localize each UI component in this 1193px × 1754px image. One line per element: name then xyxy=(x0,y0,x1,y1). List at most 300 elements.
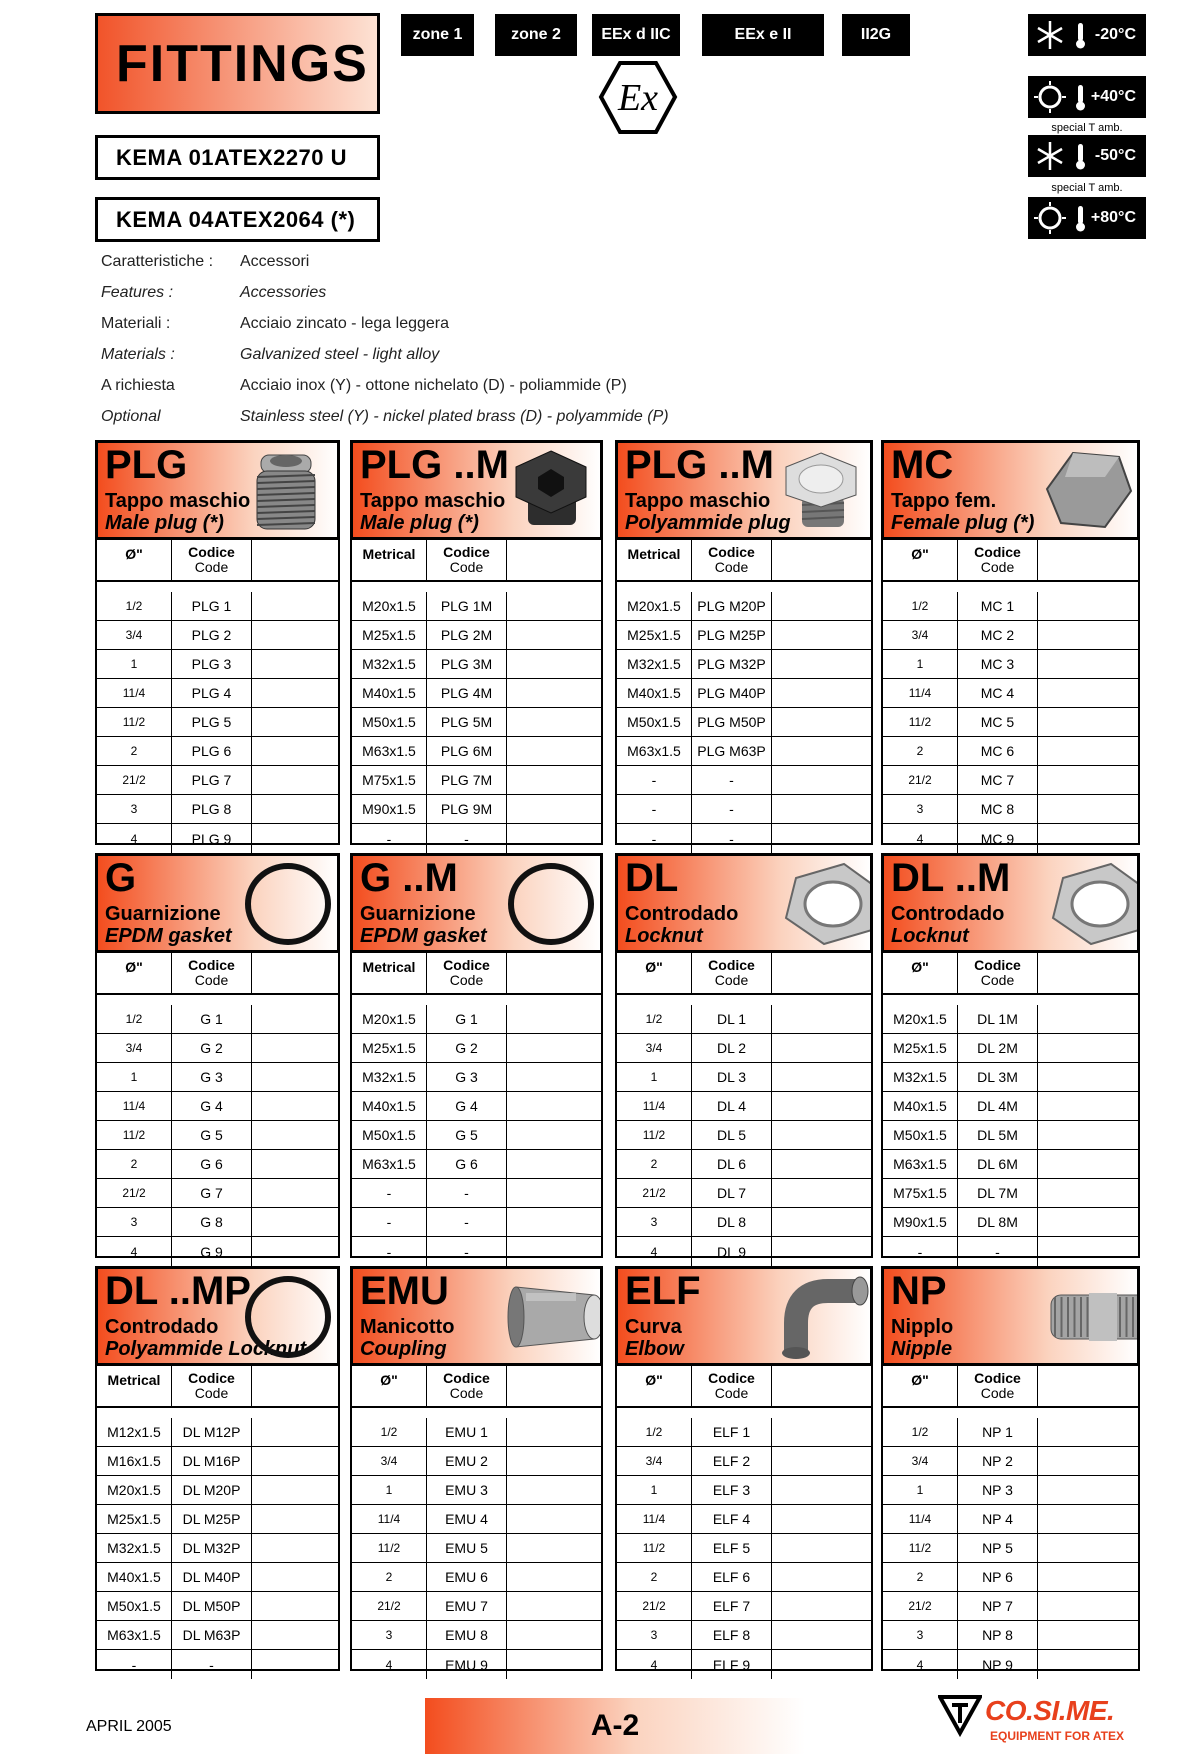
size-cell: 2 xyxy=(97,1150,172,1178)
code-cell: DL 6 xyxy=(692,1150,772,1178)
size-cell: 1 xyxy=(352,1476,427,1504)
temp-note: special T amb. xyxy=(1051,122,1123,134)
code-cell: DL 7 xyxy=(692,1179,772,1207)
table-row xyxy=(617,1418,871,1447)
product-name-it: Controdado xyxy=(625,903,739,925)
temp-badge xyxy=(1028,76,1146,118)
size-header: Metrical xyxy=(97,1366,172,1406)
size-cell: 3/4 xyxy=(97,1034,172,1062)
table-row xyxy=(352,679,601,708)
size-cell: 4 xyxy=(883,1650,958,1679)
zone-badge: zone 2 xyxy=(495,14,577,56)
feature-label: Materiali : xyxy=(101,315,171,332)
size-cell: 1/2 xyxy=(617,1005,692,1033)
size-cell: - xyxy=(883,1237,958,1266)
size-cell: M20x1.5 xyxy=(352,1005,427,1033)
code-label: Code xyxy=(980,972,1015,988)
table-row xyxy=(617,1208,871,1237)
codice-label: Codice xyxy=(443,544,490,560)
temp-label: -50°C xyxy=(1094,147,1136,164)
product-card xyxy=(881,1266,1140,1671)
code-cell: PLG 2 xyxy=(172,621,252,649)
code-cell: G 2 xyxy=(427,1034,507,1062)
size-cell: 21/2 xyxy=(883,766,958,794)
size-cell: 1/2 xyxy=(883,1418,958,1446)
product-header xyxy=(350,1266,603,1366)
code-cell: G 1 xyxy=(427,1005,507,1033)
table-row xyxy=(883,1179,1138,1208)
table-row xyxy=(97,1034,338,1063)
product-name-en: Male plug (*) xyxy=(105,512,224,534)
page-title: FITTINGS xyxy=(116,35,369,93)
table-row xyxy=(97,1592,338,1621)
size-cell: M63x1.5 xyxy=(883,1150,958,1178)
product-code: DL ..MP xyxy=(105,1269,251,1313)
product-image-icon xyxy=(776,447,866,535)
size-cell: M50x1.5 xyxy=(97,1592,172,1620)
table-row xyxy=(617,1034,871,1063)
table-row xyxy=(97,1447,338,1476)
size-cell: 1/2 xyxy=(617,1418,692,1446)
code-cell: PLG 3 xyxy=(172,650,252,678)
table-row xyxy=(883,1121,1138,1150)
code-cell: PLG 2M xyxy=(427,621,507,649)
product-code: PLG ..M xyxy=(360,443,509,487)
code-header xyxy=(427,953,507,993)
product-name-it: Curva xyxy=(625,1316,682,1338)
size-cell: 2 xyxy=(97,737,172,765)
code-cell: DL M12P xyxy=(172,1418,252,1446)
temp-badge xyxy=(1028,197,1146,239)
size-header: Ø" xyxy=(883,540,958,580)
size-cell: M50x1.5 xyxy=(617,708,692,736)
size-cell: 3 xyxy=(97,1208,172,1236)
product-code: MC xyxy=(891,443,954,487)
size-cell: - xyxy=(617,795,692,823)
code-cell: PLG M25P xyxy=(692,621,772,649)
product-name-it: Guarnizione xyxy=(360,903,476,925)
table-row xyxy=(883,1505,1138,1534)
code-header xyxy=(427,540,507,580)
size-cell: 4 xyxy=(97,1237,172,1266)
code-label: Code xyxy=(714,1385,749,1401)
code-cell: NP 6 xyxy=(958,1563,1038,1591)
table-row xyxy=(352,1150,601,1179)
table-row xyxy=(352,1650,601,1679)
table-row xyxy=(97,1534,338,1563)
size-cell: 4 xyxy=(97,824,172,853)
code-cell: DL 5 xyxy=(692,1121,772,1149)
size-cell: 3 xyxy=(617,1208,692,1236)
table-row xyxy=(617,1476,871,1505)
code-cell: PLG 5M xyxy=(427,708,507,736)
temp-label: +80°C xyxy=(1090,209,1136,226)
table-row xyxy=(97,1621,338,1650)
product-name-it: Guarnizione xyxy=(105,903,221,925)
table-row xyxy=(883,650,1138,679)
product-table xyxy=(881,953,1140,1258)
size-cell: 3 xyxy=(352,1621,427,1649)
size-cell: 21/2 xyxy=(617,1179,692,1207)
product-header xyxy=(350,440,603,540)
zone-badge: zone 1 xyxy=(401,14,474,56)
table-row xyxy=(352,708,601,737)
size-cell: 11/2 xyxy=(97,708,172,736)
size-cell: M20x1.5 xyxy=(617,592,692,620)
size-cell: 4 xyxy=(883,824,958,853)
table-row xyxy=(97,650,338,679)
product-code: PLG xyxy=(105,443,188,487)
table-row xyxy=(352,1534,601,1563)
code-cell: DL 8 xyxy=(692,1208,772,1236)
table-row xyxy=(617,1063,871,1092)
table-row xyxy=(352,592,601,621)
code-cell: MC 8 xyxy=(958,795,1038,823)
size-cell: M32x1.5 xyxy=(883,1063,958,1091)
table-row xyxy=(97,1476,338,1505)
code-cell: PLG 9 xyxy=(172,824,252,853)
table-row xyxy=(97,621,338,650)
code-cell: DL 3 xyxy=(692,1063,772,1091)
table-row xyxy=(97,1150,338,1179)
size-cell: M32x1.5 xyxy=(617,650,692,678)
codice-label: Codice xyxy=(188,544,235,560)
table-row xyxy=(883,1237,1138,1266)
product-name-en: Coupling xyxy=(360,1338,447,1360)
size-cell: 4 xyxy=(617,1237,692,1266)
code-cell: NP 9 xyxy=(958,1650,1038,1679)
size-cell: M40x1.5 xyxy=(352,1092,427,1120)
table-row xyxy=(883,708,1138,737)
product-name-en: Polyammide plug xyxy=(625,512,791,534)
size-cell: 3/4 xyxy=(617,1447,692,1475)
table-header xyxy=(97,1366,338,1408)
size-cell: M20x1.5 xyxy=(883,1005,958,1033)
table-row xyxy=(617,737,871,766)
table-row xyxy=(883,824,1138,853)
feature-value: Accessori xyxy=(240,253,310,270)
zone-badge: II2G xyxy=(842,14,910,56)
table-row xyxy=(617,592,871,621)
size-cell: 3 xyxy=(97,795,172,823)
size-cell: - xyxy=(352,1179,427,1207)
table-row xyxy=(617,1592,871,1621)
code-cell: - xyxy=(692,766,772,794)
code-cell: EMU 3 xyxy=(427,1476,507,1504)
table-header xyxy=(617,540,871,582)
temp-label: -20°C xyxy=(1094,26,1136,43)
code-cell: NP 7 xyxy=(958,1592,1038,1620)
table-row xyxy=(617,650,871,679)
footer-date: APRIL 2005 xyxy=(86,1718,172,1735)
product-card xyxy=(615,1266,873,1671)
code-cell: DL M40P xyxy=(172,1563,252,1591)
table-row xyxy=(617,1150,871,1179)
code-cell: EMU 8 xyxy=(427,1621,507,1649)
codice-label: Codice xyxy=(708,544,755,560)
size-cell: M50x1.5 xyxy=(352,708,427,736)
product-image-icon xyxy=(506,860,596,948)
size-cell: 3/4 xyxy=(883,1447,958,1475)
code-cell: EMU 4 xyxy=(427,1505,507,1533)
codice-label: Codice xyxy=(188,957,235,973)
size-cell: - xyxy=(97,1650,172,1679)
table-row xyxy=(352,737,601,766)
table-row xyxy=(617,1621,871,1650)
feature-value: Accessories xyxy=(240,284,327,301)
table-row xyxy=(352,1208,601,1237)
code-cell: G 5 xyxy=(172,1121,252,1149)
code-cell: DL 4M xyxy=(958,1092,1038,1120)
product-table xyxy=(350,540,603,845)
product-name-en: Female plug (*) xyxy=(891,512,1035,534)
code-cell: MC 3 xyxy=(958,650,1038,678)
size-cell: M25x1.5 xyxy=(97,1505,172,1533)
code-cell: DL 1M xyxy=(958,1005,1038,1033)
table-row xyxy=(352,1179,601,1208)
table-row xyxy=(352,1063,601,1092)
code-cell: G 3 xyxy=(427,1063,507,1091)
code-cell: PLG M40P xyxy=(692,679,772,707)
product-name-it: Manicotto xyxy=(360,1316,455,1338)
table-row xyxy=(97,1650,338,1679)
product-image-icon xyxy=(1043,1273,1133,1361)
zone-badge: EEx e II xyxy=(702,14,824,56)
table-row xyxy=(97,1063,338,1092)
product-header xyxy=(615,1266,873,1366)
table-row xyxy=(97,737,338,766)
temp-badge xyxy=(1028,14,1146,56)
product-image-icon xyxy=(243,1273,333,1361)
product-name-en: Male plug (*) xyxy=(360,512,479,534)
code-cell: PLG 7M xyxy=(427,766,507,794)
product-image-icon xyxy=(243,860,333,948)
size-cell: 11/2 xyxy=(617,1121,692,1149)
code-cell: PLG 3M xyxy=(427,650,507,678)
size-header: Ø" xyxy=(883,1366,958,1406)
size-cell: M75x1.5 xyxy=(883,1179,958,1207)
codice-label: Codice xyxy=(974,957,1021,973)
size-cell: 1/2 xyxy=(352,1418,427,1446)
size-cell: 3/4 xyxy=(883,621,958,649)
table-header xyxy=(352,953,601,995)
code-label: Code xyxy=(194,972,229,988)
sun-icon xyxy=(1034,81,1094,113)
product-code: EMU xyxy=(360,1269,449,1313)
product-name-it: Tappo maschio xyxy=(625,490,771,512)
code-cell: ELF 7 xyxy=(692,1592,772,1620)
table-row xyxy=(617,1534,871,1563)
table-row xyxy=(97,766,338,795)
code-cell: PLG 4 xyxy=(172,679,252,707)
table-row xyxy=(97,1418,338,1447)
code-cell: MC 4 xyxy=(958,679,1038,707)
code-header xyxy=(427,1366,507,1406)
table-row xyxy=(352,1121,601,1150)
code-cell: - xyxy=(427,1237,507,1266)
code-cell: G 8 xyxy=(172,1208,252,1236)
code-cell: NP 5 xyxy=(958,1534,1038,1562)
size-cell: 11/4 xyxy=(883,1505,958,1533)
code-cell: - xyxy=(427,824,507,853)
table-row xyxy=(97,1563,338,1592)
size-cell: 11/4 xyxy=(883,679,958,707)
size-cell: 2 xyxy=(617,1563,692,1591)
table-row xyxy=(883,737,1138,766)
code-cell: PLG 4M xyxy=(427,679,507,707)
code-cell: EMU 9 xyxy=(427,1650,507,1679)
table-row xyxy=(883,1563,1138,1592)
code-cell: ELF 3 xyxy=(692,1476,772,1504)
size-cell: M50x1.5 xyxy=(883,1121,958,1149)
table-row xyxy=(617,1005,871,1034)
product-code: DL ..M xyxy=(891,856,1011,900)
table-row xyxy=(352,824,601,853)
codice-label: Codice xyxy=(974,544,1021,560)
size-cell: M90x1.5 xyxy=(883,1208,958,1236)
table-row xyxy=(97,592,338,621)
size-cell: 21/2 xyxy=(97,766,172,794)
table-row xyxy=(97,1208,338,1237)
code-label: Code xyxy=(449,972,484,988)
product-name-en: Locknut xyxy=(625,925,703,947)
product-name-it: Tappo maschio xyxy=(105,490,251,512)
size-cell: 2 xyxy=(883,737,958,765)
table-row xyxy=(883,1034,1138,1063)
size-cell: M25x1.5 xyxy=(352,621,427,649)
code-cell: DL 7M xyxy=(958,1179,1038,1207)
table-row xyxy=(617,766,871,795)
table-header xyxy=(617,1366,871,1408)
product-table xyxy=(95,1366,340,1671)
code-cell: - xyxy=(427,1208,507,1236)
code-label: Code xyxy=(980,1385,1015,1401)
feature-label: Caratteristiche : xyxy=(101,253,214,270)
code-label: Code xyxy=(714,972,749,988)
table-row xyxy=(883,766,1138,795)
code-cell: MC 1 xyxy=(958,592,1038,620)
size-cell: M40x1.5 xyxy=(97,1563,172,1591)
product-image-icon xyxy=(243,447,333,535)
table-row xyxy=(617,824,871,853)
code-cell: MC 2 xyxy=(958,621,1038,649)
table-row xyxy=(617,1092,871,1121)
code-cell: DL M50P xyxy=(172,1592,252,1620)
product-table xyxy=(95,540,340,845)
table-row xyxy=(883,1208,1138,1237)
code-cell: G 4 xyxy=(427,1092,507,1120)
size-header: Metrical xyxy=(352,953,427,993)
product-table xyxy=(615,953,873,1258)
size-cell: 11/2 xyxy=(97,1121,172,1149)
codice-label: Codice xyxy=(708,1370,755,1386)
table-row xyxy=(883,1005,1138,1034)
size-cell: 3 xyxy=(883,795,958,823)
code-cell: G 3 xyxy=(172,1063,252,1091)
table-row xyxy=(97,1121,338,1150)
product-code: NP xyxy=(891,1269,947,1313)
table-row xyxy=(352,650,601,679)
size-cell: M12x1.5 xyxy=(97,1418,172,1446)
product-name-en: Polyammide Locknut xyxy=(105,1338,307,1360)
table-row xyxy=(883,592,1138,621)
code-cell: PLG 6 xyxy=(172,737,252,765)
table-row xyxy=(883,1092,1138,1121)
product-image-icon xyxy=(776,860,866,948)
title-box xyxy=(95,13,380,114)
size-cell: 11/4 xyxy=(97,679,172,707)
code-cell: DL 2 xyxy=(692,1034,772,1062)
table-row xyxy=(883,1476,1138,1505)
code-cell: NP 1 xyxy=(958,1418,1038,1446)
table-header xyxy=(352,540,601,582)
code-cell: ELF 9 xyxy=(692,1650,772,1679)
code-header xyxy=(692,540,772,580)
code-cell: - xyxy=(692,795,772,823)
size-cell: M63x1.5 xyxy=(352,737,427,765)
code-cell: G 2 xyxy=(172,1034,252,1062)
code-cell: PLG 7 xyxy=(172,766,252,794)
product-header xyxy=(881,853,1140,953)
size-cell: M75x1.5 xyxy=(352,766,427,794)
size-cell: 1 xyxy=(97,1063,172,1091)
table-row xyxy=(352,795,601,824)
code-cell: PLG M63P xyxy=(692,737,772,765)
size-cell: M90x1.5 xyxy=(352,795,427,823)
size-cell: 11/2 xyxy=(352,1534,427,1562)
codice-label: Codice xyxy=(188,1370,235,1386)
size-cell: 21/2 xyxy=(617,1592,692,1620)
table-row xyxy=(352,1621,601,1650)
code-cell: PLG M20P xyxy=(692,592,772,620)
code-cell: PLG 1M xyxy=(427,592,507,620)
code-cell: EMU 1 xyxy=(427,1418,507,1446)
temp-note: special T amb. xyxy=(1051,182,1123,194)
code-cell: DL 3M xyxy=(958,1063,1038,1091)
table-row xyxy=(352,621,601,650)
size-cell: 11/4 xyxy=(617,1092,692,1120)
table-row xyxy=(617,679,871,708)
product-header xyxy=(881,440,1140,540)
table-row xyxy=(97,708,338,737)
product-table xyxy=(350,953,603,1258)
product-header xyxy=(615,853,873,953)
code-cell: MC 7 xyxy=(958,766,1038,794)
table-row xyxy=(352,1237,601,1266)
size-cell: 3 xyxy=(883,1621,958,1649)
feature-value: Acciaio zincato - lega leggera xyxy=(240,315,450,332)
table-row xyxy=(352,1505,601,1534)
size-header: Metrical xyxy=(617,540,692,580)
size-cell: 21/2 xyxy=(883,1592,958,1620)
table-row xyxy=(352,1563,601,1592)
code-cell: DL M16P xyxy=(172,1447,252,1475)
table-row xyxy=(617,1121,871,1150)
size-cell: - xyxy=(617,824,692,853)
size-cell: M32x1.5 xyxy=(352,1063,427,1091)
snowflake-icon xyxy=(1034,19,1094,51)
code-cell: EMU 2 xyxy=(427,1447,507,1475)
size-cell: M32x1.5 xyxy=(97,1534,172,1562)
table-row xyxy=(617,1447,871,1476)
size-cell: M63x1.5 xyxy=(352,1150,427,1178)
size-cell: 11/2 xyxy=(883,1534,958,1562)
code-label: Code xyxy=(980,559,1015,575)
codice-label: Codice xyxy=(443,1370,490,1386)
table-row xyxy=(97,1092,338,1121)
table-row xyxy=(352,766,601,795)
size-header: Ø" xyxy=(883,953,958,993)
